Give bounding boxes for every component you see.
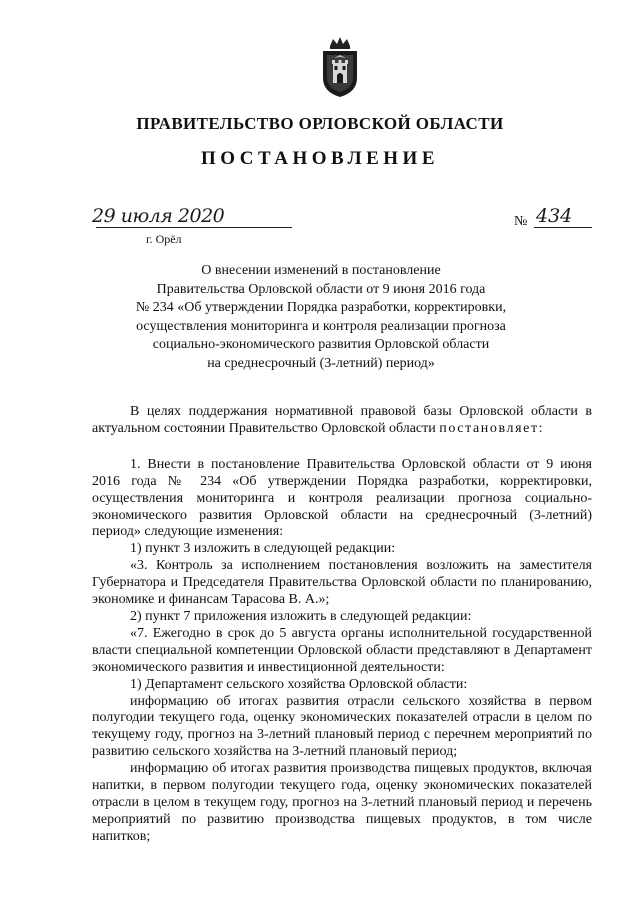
coat-of-arms-icon xyxy=(318,36,362,98)
body-paragraph: «3. Контроль за исполнением постановления возложить на заместителя Губернатора и Председателя Правительства Орловской области по планированию, экономике и финансам Тарасова В. А.»; xyxy=(92,558,592,608)
body-paragraph: 2) пункт 7 приложения изложить в следующей редакции: xyxy=(130,608,472,624)
body-paragraph: «7. Ежегодно в срок до 5 августа органы исполнительной государственной власти специальной компетенции Орловской области представляют в Департамент экономического развития и инвестиционной деятельности: xyxy=(92,625,592,675)
handwritten-number: 434 xyxy=(536,205,573,227)
document-type-heading: ПОСТАНОВЛЕНИЕ xyxy=(200,148,440,169)
body-paragraph: 1) пункт 3 изложить в следующей редакции: xyxy=(130,541,396,557)
decree-word: постановляет: xyxy=(439,420,545,436)
body-paragraph: 1) Департамент сельского хозяйства Орловской области: xyxy=(130,676,468,692)
title-line: осуществления мониторинга и контроля реализации прогноза xyxy=(136,318,506,334)
title-line: № 234 «Об утверждении Порядка разработки, корректировки, xyxy=(135,300,507,316)
title-line: О внесении изменений в постановление xyxy=(201,263,441,278)
city-label: г. Орёл xyxy=(146,232,182,246)
organization-heading: ПРАВИТЕЛЬСТВО ОРЛОВСКОЙ ОБЛАСТИ xyxy=(136,114,504,133)
body-paragraph: информацию об итогах развития отрасли сельского хозяйства в первом полугодии текущего года, оценку экономических показателей отрасли в целом по текущему году, прогноз на 3-летний плановый период с перечнем мероприятий по развитию сельского хозяйства на 3-летний плановый период; xyxy=(92,693,592,760)
body-paragraph: 1. Внести в постановление Правительства Орловской области от 9 июня 2016 года № 234 «Об утверждении Порядка разработки, корректировки, осуществления мониторинга и контроля реализации прогноза социально-экономического развития Орловской области на среднесрочный (3-летний) период» следующие изменения: xyxy=(92,456,592,540)
number-label: № xyxy=(514,214,528,229)
title-line: на среднесрочный (3-летний) период» xyxy=(207,355,435,371)
title-line: Правительства Орловской области от 9 июня 2016 года xyxy=(156,281,486,297)
preamble-text: В целях поддержания нормативной правовой базы Орловской области в актуальном состоянии Правительство Орловской области xyxy=(92,404,592,436)
date-underline xyxy=(96,227,292,228)
number-underline xyxy=(534,227,592,228)
document-body xyxy=(92,404,592,846)
preamble-paragraph xyxy=(92,404,592,438)
handwritten-date: 29 июля 2020 xyxy=(92,205,225,227)
document-title xyxy=(120,262,522,374)
title-line: социально-экономического развития Орловской области xyxy=(152,337,490,353)
body-paragraph: информацию об итогах развития производства пищевых продуктов, включая напитки, в первом полугодии текущего года, оценку экономических показателей отрасли в целом в текущем году, прогноз на 3-летний плановый период и перечень мероприятий по развитию производства пищевых продуктов, в том числе напитков; xyxy=(92,761,592,844)
